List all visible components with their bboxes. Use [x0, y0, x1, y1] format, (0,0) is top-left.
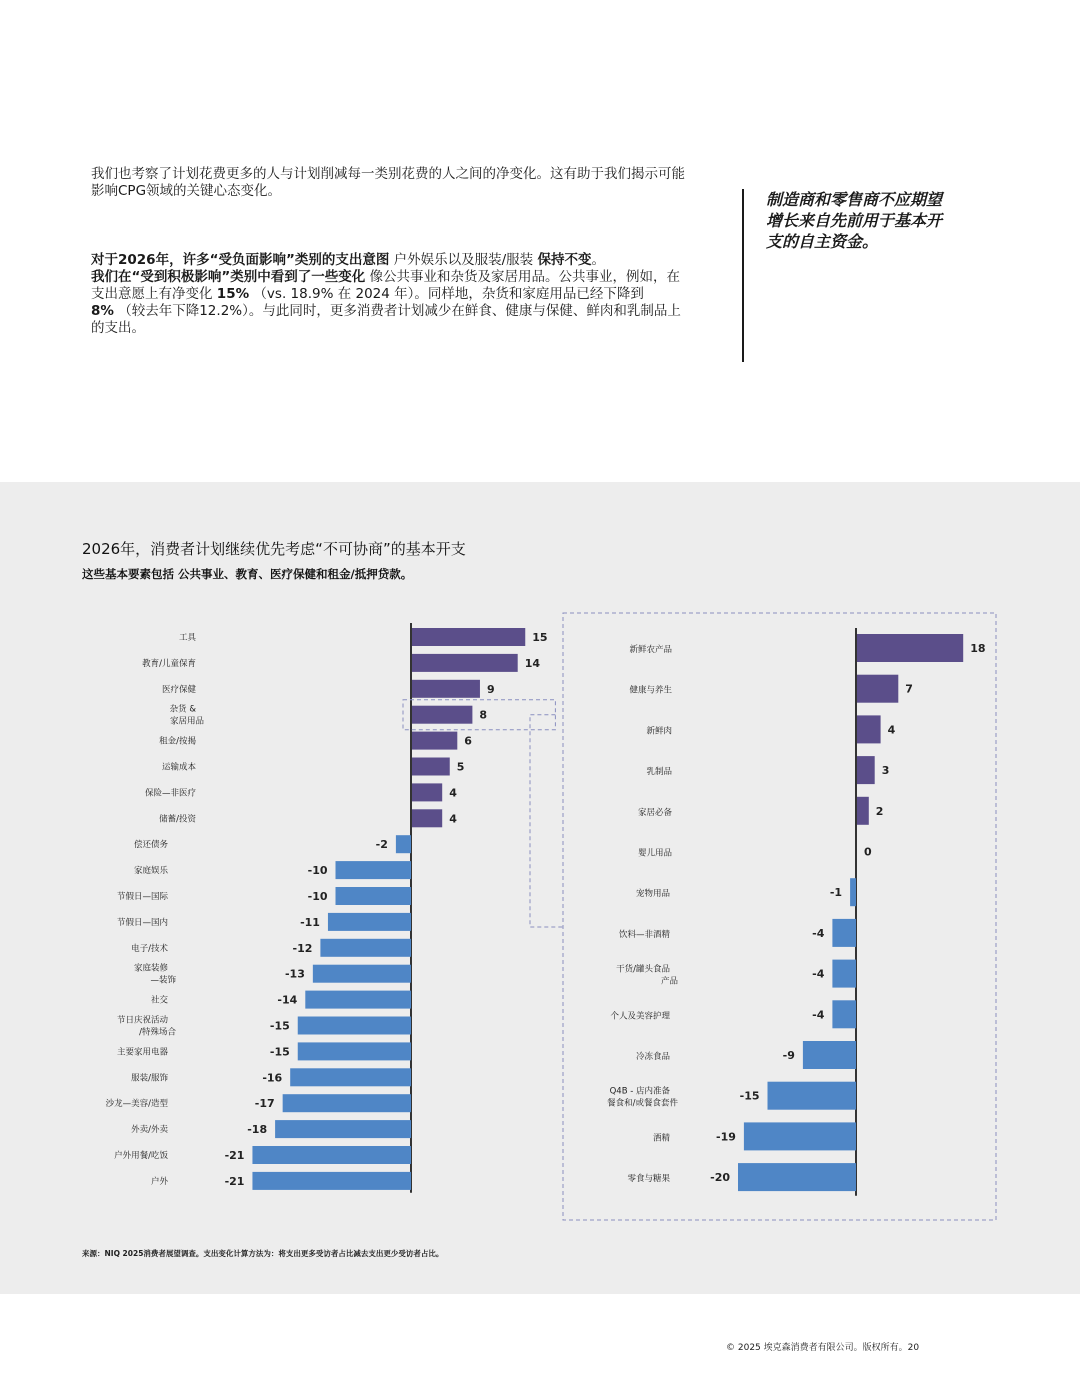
source-note: 来源：NIQ 2025消费者展望调查。支出变化计算方法为：将支出更多受访者占比减去支出更少受访者占比。	[82, 1249, 444, 1258]
right-category-label: 宠物用品	[635, 889, 670, 900]
left-bar	[412, 706, 472, 724]
right-value-label: -20	[710, 1171, 730, 1185]
left-value-label: -17	[254, 1097, 275, 1111]
right-category-label: 家居必备	[637, 807, 672, 818]
right-category-label: Q4B - 店内准备餐食和/或餐食套件	[607, 1086, 678, 1109]
right-category-label: 酒精	[652, 1133, 670, 1144]
left-value-label: 5	[456, 760, 465, 774]
right-bar	[768, 1082, 857, 1110]
intro-p2-a: 对于2026年，许多“受负面影响”类别的支出意图	[91, 252, 390, 268]
left-bar	[275, 1120, 411, 1138]
left-category-label: 节假日—国内	[116, 917, 168, 928]
left-value-label: -21	[224, 1174, 245, 1188]
left-category-label: 储蓄/投资	[159, 814, 196, 825]
page-footer: © 2025 埃克森消费者有限公司。版权所有。20	[726, 1343, 920, 1353]
intro-p2-f: 像公共事业和杂货及家居用品。公共事业，例如，在支出意愿上有净变化	[91, 269, 681, 302]
right-value-label: 3	[881, 764, 890, 778]
left-category-label: 节日庆祝活动/特殊场合	[116, 1015, 176, 1038]
intro-paragraph-2	[91, 252, 691, 337]
right-bar	[857, 756, 875, 784]
left-bar	[313, 965, 411, 983]
right-bar	[850, 878, 856, 906]
chart-title: 2026年，消费者计划继续优先考虑“不可协商”的基本开支	[82, 540, 466, 558]
left-value-label: 6	[464, 734, 472, 748]
left-category-label: 工具	[178, 633, 196, 643]
left-category-label: 户外	[150, 1176, 168, 1187]
right-category-label: 新鲜农产品	[629, 645, 672, 655]
right-category-label: 干货/罐头食品产品	[616, 964, 678, 987]
intro-p2-i: 8%	[91, 303, 114, 319]
right-bar	[738, 1163, 856, 1191]
right-value-label: 18	[970, 642, 986, 655]
right-category-label: 零食与糖果	[627, 1174, 670, 1185]
left-category-label: 户外用餐/吃饭	[114, 1151, 168, 1161]
left-category-label: 主要家用电器	[116, 1047, 168, 1058]
right-bar	[857, 715, 881, 743]
left-bar	[412, 654, 518, 672]
left-value-label: -15	[269, 1045, 290, 1059]
left-bar	[290, 1068, 411, 1086]
intro-p2-e: 我们在“受到积极影响”类别中看到了一些变化	[91, 269, 366, 285]
left-value-label: 4	[449, 812, 457, 826]
left-value-label: -10	[307, 890, 328, 903]
right-category-label: 婴儿用品	[637, 848, 672, 859]
left-category-label: 沙龙—美容/造型	[105, 1099, 168, 1110]
left-bar	[320, 939, 411, 957]
right-bar	[857, 634, 963, 662]
intro-text	[91, 166, 691, 337]
left-category-label: 教育/儿童保育	[142, 658, 196, 669]
left-bar	[252, 1172, 411, 1190]
left-value-label: 8	[479, 708, 488, 722]
intro-p2-g: 15%	[216, 286, 250, 302]
left-category-label: 杂货 &家居用品	[169, 704, 204, 727]
left-category-label: 租金/按揭	[159, 736, 196, 747]
right-bar	[857, 797, 869, 825]
left-bar	[336, 861, 412, 879]
left-bar	[396, 835, 411, 853]
chart-area	[0, 482, 1080, 1294]
left-value-label: -12	[292, 941, 313, 955]
pull-quote: 制造商和零售商不应期望增长来自先前用于基本开支的自主资金。	[766, 190, 943, 251]
left-bar	[252, 1146, 411, 1164]
left-bar-chart	[106, 623, 556, 1193]
left-category-label: 医疗保健	[161, 684, 196, 695]
left-value-label: -18	[247, 1123, 268, 1137]
left-bar	[336, 887, 412, 905]
intro-paragraph-1: 我们也考察了计划花费更多的人与计划削减每一类别花费的人之间的净变化。这有助于我们揭示可能影响CPG领域的关键心态变化。	[91, 166, 685, 199]
left-category-label: 偿还债务	[133, 840, 168, 851]
right-value-label: 2	[875, 804, 884, 818]
highlight-connector	[530, 715, 563, 927]
right-bar	[832, 919, 856, 947]
quote-divider	[742, 189, 744, 362]
left-bar	[412, 758, 450, 776]
left-category-label: 社交	[150, 995, 168, 1006]
chart-subtitle: 这些基本要素包括 公共事业、教育、医疗保健和租金/抵押贷款。	[82, 567, 413, 581]
left-value-label: -11	[300, 915, 320, 929]
right-value-label: -4	[812, 926, 825, 940]
right-value-label: -1	[829, 886, 843, 900]
right-bar	[857, 675, 898, 703]
left-value-label: 9	[486, 682, 495, 696]
right-value-label: 4	[887, 723, 896, 737]
right-value-label: -4	[812, 1008, 825, 1022]
left-category-label: 运输成本	[161, 762, 196, 773]
left-bar	[412, 680, 480, 698]
left-category-label: 家庭娱乐	[133, 866, 168, 877]
left-value-label: -21	[224, 1149, 245, 1162]
intro-p2-j: （较去年下降12.2%）。与此同时，更多消费者计划减少在鲜食、健康与保健、鲜肉和乳制品上的支出。	[91, 303, 681, 336]
intro-p2-h: （vs. 18.9% 在 2024 年）。同样地，杂货和家庭用品已经下降到	[253, 286, 644, 302]
left-value-label: -16	[262, 1071, 283, 1085]
right-category-label: 饮料—非酒精	[618, 929, 670, 940]
intro-p2-c: 保持不变	[537, 252, 592, 268]
left-bar	[412, 783, 442, 801]
left-bar	[298, 1017, 411, 1035]
right-value-label: 0	[864, 845, 872, 859]
left-value-label: -13	[284, 967, 305, 981]
left-value-label: -10	[307, 864, 328, 878]
left-category-label: 外卖/外卖	[131, 1125, 168, 1136]
right-value-label: -19	[716, 1130, 736, 1144]
left-category-label: 节假日—国际	[116, 892, 168, 902]
left-value-label: -15	[269, 1019, 290, 1033]
right-value-label: 7	[905, 682, 913, 696]
right-value-label: -4	[812, 967, 825, 981]
left-category-label: 保险—非医疗	[144, 788, 196, 799]
left-bar	[328, 913, 411, 931]
right-value-label: -9	[782, 1049, 795, 1062]
left-bar	[283, 1094, 411, 1112]
left-category-label: 电子/技术	[131, 943, 168, 954]
left-value-label: -2	[375, 838, 388, 852]
right-category-label: 健康与养生	[629, 685, 672, 696]
left-value-label: 4	[449, 786, 457, 800]
intro-p2-b: 户外娱乐以及服装/服装	[393, 252, 534, 268]
right-category-label: 个人及美容护理	[610, 1011, 670, 1022]
right-bar	[744, 1122, 856, 1150]
left-category-label: 服装/服饰	[131, 1073, 168, 1084]
right-category-label: 乳制品	[646, 767, 672, 778]
left-value-label: 14	[524, 656, 541, 670]
left-value-label: 15	[532, 631, 548, 644]
left-category-label: 家庭装修—装饰	[133, 963, 176, 986]
right-category-label: 冷冻食品	[635, 1052, 670, 1062]
left-bar	[305, 991, 411, 1009]
left-bar	[412, 809, 442, 827]
left-bar	[412, 628, 525, 646]
right-category-label: 新鲜肉	[646, 726, 672, 737]
right-bar	[832, 960, 856, 988]
connector-line	[530, 715, 563, 927]
left-bar	[412, 732, 457, 750]
right-bar	[832, 1000, 856, 1028]
right-bar	[803, 1041, 856, 1069]
left-value-label: -14	[277, 993, 298, 1007]
right-value-label: -15	[739, 1089, 760, 1103]
right-bar-chart	[563, 613, 996, 1220]
left-bar	[298, 1042, 411, 1060]
intro-p2-d: 。	[591, 252, 605, 268]
